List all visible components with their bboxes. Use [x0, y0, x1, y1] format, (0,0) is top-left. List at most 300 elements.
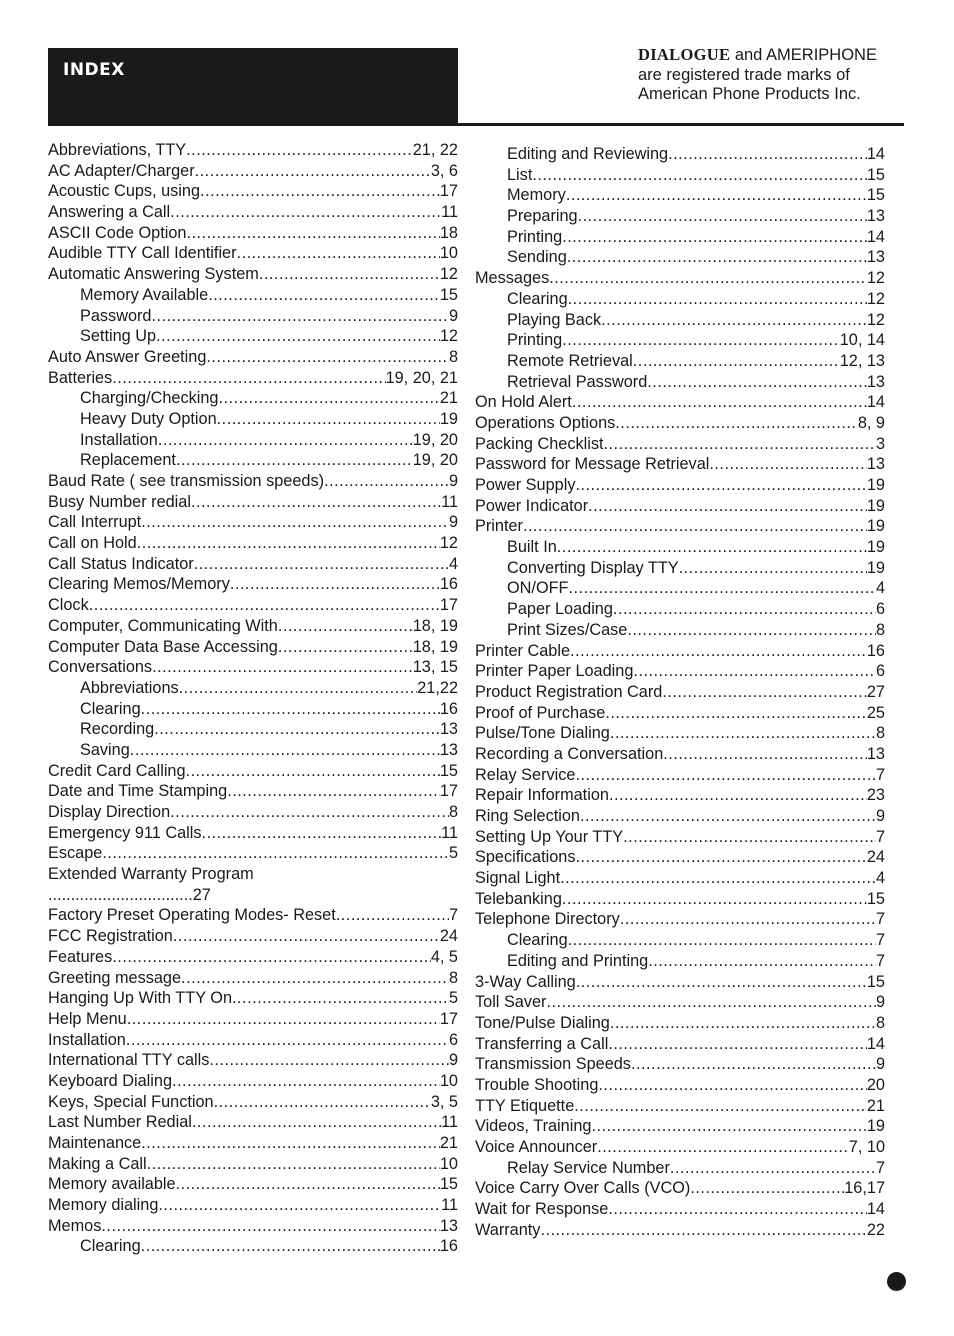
index-entry	[48, 471, 458, 492]
index-entry-term: Password for Message Retrieval	[475, 455, 710, 474]
dot-leader	[663, 744, 867, 765]
dot-leader	[227, 781, 440, 802]
index-entry-pages: 12	[439, 534, 458, 553]
dot-leader	[588, 496, 867, 517]
index-entry-term: Replacement	[80, 451, 176, 470]
index-entry-term: Maintenance	[48, 1134, 142, 1152]
index-entry	[475, 847, 885, 868]
dot-leader	[570, 641, 867, 662]
dot-leader	[126, 1030, 449, 1051]
index-entry	[48, 264, 458, 285]
index-entry-term: Packing Checklist	[475, 434, 604, 453]
index-entry	[475, 1178, 885, 1199]
index-entry-term: Voice Carry Over Calls (VCO)	[475, 1179, 691, 1198]
index-entry-term: Factory Preset Operating Modes- Reset	[48, 906, 336, 925]
index-entry-pages: 13	[439, 740, 458, 759]
dot-leader	[176, 450, 413, 471]
index-entry-pages: 19	[866, 1117, 885, 1136]
index-entry	[475, 1075, 885, 1096]
index-entry-term: Repair Information	[475, 786, 609, 805]
dot-leader	[130, 740, 440, 761]
dot-leader	[610, 1013, 876, 1034]
index-entry-term: Sending	[507, 248, 567, 267]
dot-leader	[633, 661, 876, 682]
index-entry-term: Memory dialing	[48, 1196, 159, 1215]
index-entry-term: Call Interrupt	[48, 513, 142, 532]
index-entry-term: Auto Answer Greeting	[48, 347, 207, 366]
index-entry-term: List	[507, 165, 533, 184]
index-entry	[48, 285, 458, 306]
index-entry-pages: 12	[866, 269, 885, 288]
index-entry-pages: 13	[866, 455, 885, 474]
index-entry-pages: 7	[875, 765, 885, 784]
index-entry-pages: 19	[866, 517, 885, 536]
index-entry-pages: 13	[439, 1216, 458, 1235]
dot-leader	[679, 558, 867, 579]
dot-leader	[615, 413, 858, 434]
index-entry-term: Printing	[507, 227, 563, 246]
index-entry-term: Clock	[48, 596, 89, 615]
index-entry-pages: 17	[439, 596, 458, 615]
index-entry-term: Ring Selection	[475, 807, 580, 825]
index-entry-term: Editing and Printing	[507, 951, 649, 970]
dot-leader	[576, 972, 867, 993]
index-entry-pages: 7	[448, 906, 458, 925]
index-entry-pages: 5	[448, 844, 458, 863]
dot-leader	[605, 703, 867, 724]
index-entry	[48, 1174, 458, 1195]
index-entry-pages: 16	[439, 575, 458, 594]
index-entry-pages: 7	[875, 827, 885, 846]
dot-leader	[648, 951, 876, 972]
index-entry-pages: 16	[439, 699, 458, 718]
index-entry-pages: 15	[866, 186, 885, 205]
dot-leader	[194, 554, 449, 575]
index-entry-pages: 19, 20, 21	[385, 368, 458, 387]
index-entry	[48, 885, 458, 906]
dot-leader	[336, 905, 449, 926]
dot-leader	[324, 471, 449, 492]
index-entry-term: Transmission Speeds	[475, 1055, 631, 1074]
index-entry	[475, 1054, 885, 1075]
index-entry	[475, 1137, 885, 1158]
index-entry	[475, 703, 885, 724]
trademark-notice	[638, 45, 928, 105]
dot-leader	[176, 1174, 440, 1195]
dot-leader	[613, 599, 876, 620]
index-entry-term: Clearing	[507, 931, 568, 950]
index-entry-term: Abbreviations	[80, 678, 179, 697]
index-entry	[48, 1009, 458, 1030]
index-entry-pages: 9	[448, 1051, 458, 1070]
index-entry	[48, 368, 458, 389]
index-entry-pages: 8	[875, 620, 885, 639]
index-entry	[48, 1216, 458, 1237]
index-entry-pages: 15	[439, 1175, 458, 1194]
index-entry-pages: 4	[875, 579, 885, 598]
index-entry-term: Call Status Indicator	[48, 554, 194, 573]
dot-leader	[278, 616, 413, 637]
index-entry	[48, 140, 458, 161]
index-entry-pages: 21,22	[417, 678, 458, 697]
index-entry	[48, 761, 458, 782]
index-entry-term: Transferring a Call	[475, 1034, 609, 1053]
index-entry-term: Clearing Memos/Memory	[48, 575, 230, 594]
index-entry	[48, 802, 458, 823]
index-entry-pages: 11	[441, 1196, 458, 1215]
index-entry	[48, 1195, 458, 1216]
index-entry	[48, 864, 458, 885]
index-entry-term: Power Indicator	[475, 496, 589, 515]
index-entry	[475, 268, 885, 289]
index-entry-term: Converting Display TTY	[507, 558, 679, 577]
index-entry-pages: 8, 9	[857, 413, 885, 432]
index-entry-pages: 13, 15	[412, 658, 458, 677]
index-entry-pages: 8	[448, 803, 458, 821]
dot-leader	[232, 988, 449, 1009]
index-entry-term: On Hold Alert	[475, 393, 572, 412]
index-entry-term: Print Sizes/Case	[507, 620, 628, 639]
dot-leader	[568, 930, 876, 951]
dot-leader	[147, 1154, 440, 1175]
dot-leader	[158, 1195, 441, 1216]
dot-leader	[709, 454, 867, 475]
dot-leader	[546, 992, 875, 1013]
index-entry	[475, 806, 885, 827]
dot-leader	[156, 326, 440, 347]
index-entry-term: Features	[48, 947, 113, 966]
index-entry-pages: 16	[439, 1237, 458, 1256]
index-entry	[475, 1199, 885, 1220]
index-entry	[475, 827, 885, 848]
index-entry	[48, 678, 458, 699]
dot-leader	[591, 1116, 866, 1137]
index-entry	[48, 430, 458, 451]
dot-leader	[575, 765, 875, 786]
index-entry	[475, 516, 885, 537]
index-entry	[475, 992, 885, 1013]
index-entry	[48, 326, 458, 347]
dot-leader	[601, 310, 867, 331]
index-entry-term: Emergency 911 Calls	[48, 823, 202, 842]
dot-leader	[209, 1050, 449, 1071]
index-entry-term: Audible TTY Call Identifier	[48, 244, 237, 263]
index-entry	[475, 682, 885, 703]
index-entry-term: Built In	[507, 538, 557, 557]
index-entry-pages: 12, 13	[839, 351, 885, 370]
index-entry-term: Installation	[80, 430, 158, 449]
index-entry-term: Memory Available	[80, 285, 209, 304]
index-entry-pages: 7	[875, 910, 885, 929]
index-entry-term: Recording	[80, 720, 155, 739]
dot-leader	[610, 723, 876, 744]
index-entry-pages: 15	[439, 761, 458, 780]
index-entry-pages: 17	[439, 782, 458, 801]
dot-leader	[623, 827, 876, 848]
index-entry-term: Preparing	[507, 207, 578, 226]
index-entry-term: Product Registration Card	[475, 682, 663, 701]
index-entry	[48, 1092, 458, 1113]
index-entry	[48, 843, 458, 864]
index-entry	[48, 1112, 458, 1133]
index-entry-pages: 14	[866, 145, 885, 163]
index-entry	[475, 1096, 885, 1117]
index-entry	[475, 744, 885, 765]
index-entry	[475, 227, 885, 248]
index-entry	[475, 185, 885, 206]
dot-leader	[191, 492, 441, 513]
index-entry-pages: 14	[866, 1034, 885, 1053]
dot-leader	[112, 368, 385, 389]
index-entry-pages: 8	[875, 1013, 885, 1032]
index-entry	[48, 161, 458, 182]
index-entry-term: Videos, Training	[475, 1117, 592, 1136]
dot-leader	[141, 512, 449, 533]
index-entry	[475, 434, 885, 455]
index-entry	[475, 165, 885, 186]
index-entry-pages: 3, 5	[430, 1092, 458, 1111]
dot-leader	[568, 289, 867, 310]
dot-leader	[127, 1009, 440, 1030]
index-entry-pages: 3	[875, 434, 885, 453]
dot-leader	[278, 637, 413, 658]
index-entry-term: Baud Rate ( see transmission speeds)	[48, 472, 325, 490]
index-entry-term: Setting Up Your TTY	[475, 827, 624, 846]
index-entry-pages: 14	[866, 227, 885, 246]
dot-leader	[186, 140, 413, 161]
index-entry	[48, 988, 458, 1009]
index-entry	[48, 223, 458, 244]
index-entry-term: Charging/Checking	[80, 389, 219, 408]
index-entry	[475, 1034, 885, 1055]
index-entry-term: Clearing	[80, 699, 141, 718]
dot-leader	[141, 1236, 440, 1257]
index-entry-pages: 6	[875, 662, 885, 681]
index-entry	[48, 968, 458, 989]
dot-leader	[575, 475, 866, 496]
index-entry-pages: 11	[441, 492, 458, 511]
dot-leader	[102, 843, 449, 864]
index-entry	[48, 823, 458, 844]
index-entry	[475, 454, 885, 475]
index-entry-term: Printer Paper Loading	[475, 662, 634, 681]
dot-leader	[172, 1071, 440, 1092]
dot-leader	[170, 802, 449, 823]
dot-leader	[560, 868, 876, 889]
index-entry-pages: 13	[866, 207, 885, 226]
dot-leader	[208, 285, 440, 306]
index-entry	[475, 475, 885, 496]
index-entry	[48, 637, 458, 658]
index-entry	[475, 537, 885, 558]
index-entry	[475, 972, 885, 993]
index-entry-term: Hanging Up With TTY On	[48, 989, 232, 1008]
index-entry-term: ASCII Code Option	[48, 223, 187, 242]
dot-leader	[170, 202, 441, 223]
index-entry-pages: 19, 20	[412, 451, 458, 470]
index-entry	[475, 951, 885, 972]
index-entry-pages: 15	[866, 165, 885, 184]
index-entry-term: Last Number Redial	[48, 1113, 192, 1132]
index-entry-term: Computer Data Base Accessing	[48, 637, 278, 656]
dot-leader	[574, 1096, 867, 1117]
index-entry	[475, 144, 885, 165]
dot-leader	[141, 1133, 440, 1154]
index-entry-term: ................................27	[48, 885, 211, 904]
index-entry	[475, 599, 885, 620]
index-entry-term: Pulse/Tone Dialing	[475, 724, 610, 743]
index-entry-term: Playing Back	[507, 310, 602, 329]
dot-leader	[179, 678, 418, 699]
index-entry-pages: 24	[439, 927, 458, 946]
index-entry-term: Warranty	[475, 1220, 541, 1239]
dot-leader	[186, 223, 439, 244]
index-entry-term: Installation	[48, 1030, 126, 1049]
dot-leader	[101, 1216, 439, 1237]
dot-leader	[631, 1054, 876, 1075]
index-entry-pages: 12	[866, 310, 885, 329]
index-entry	[48, 1133, 458, 1154]
index-entry-pages: 21	[439, 1134, 458, 1152]
index-entry-term: AC Adapter/Charger	[48, 161, 195, 180]
index-entry-pages: 19	[866, 538, 885, 557]
index-entry-term: Busy Number redial	[48, 492, 191, 511]
index-entry-term: Greeting message	[48, 968, 182, 987]
dot-leader	[523, 516, 867, 537]
index-entry-pages: 3, 6	[430, 161, 458, 180]
index-entry	[475, 1220, 885, 1241]
index-entry-pages: 18	[439, 223, 458, 242]
index-entry-pages: 8	[875, 724, 885, 743]
dot-leader	[668, 144, 867, 165]
index-entry-term: Date and Time Stamping	[48, 782, 228, 801]
index-entry-pages: 13	[866, 372, 885, 391]
dot-leader	[620, 909, 876, 930]
index-entry-pages: 16,17	[844, 1179, 885, 1198]
index-entry	[475, 1013, 885, 1034]
dot-leader	[608, 1034, 867, 1055]
index-entry-pages: 9	[875, 993, 885, 1012]
index-entry-pages: 12	[866, 289, 885, 308]
index-entry-pages: 9	[875, 807, 885, 825]
index-entry-pages: 16	[866, 641, 885, 660]
index-entry-pages: 25	[866, 703, 885, 722]
dot-leader	[647, 372, 867, 393]
index-entry-term: Memory	[507, 186, 566, 205]
index-entry-term: Automatic Answering System	[48, 265, 259, 284]
index-entry-pages: 11	[441, 823, 458, 842]
index-entry-pages: 6	[448, 1030, 458, 1049]
index-entry-term: Signal Light	[475, 869, 561, 888]
index-entry	[475, 930, 885, 951]
index-entry-term: Abbreviations, TTY	[48, 141, 187, 159]
index-entry-term: Keys, Special Function	[48, 1092, 214, 1111]
index-entry-pages: 7	[875, 951, 885, 970]
index-entry-term: Relay Service	[475, 765, 576, 784]
index-entry-term: Heavy Duty Option	[80, 409, 217, 428]
index-entry-term: Printer Cable	[475, 641, 571, 660]
index-entry	[475, 330, 885, 351]
dot-leader	[217, 409, 440, 430]
index-entry-pages: 12	[439, 327, 458, 346]
index-entry-term: Specifications	[475, 848, 576, 867]
index-entry	[48, 450, 458, 471]
index-entry-pages: 14	[866, 393, 885, 412]
dot-leader	[237, 243, 440, 264]
dot-leader	[609, 785, 867, 806]
index-entry-term: Trouble Shooting	[475, 1075, 599, 1094]
index-entry	[475, 1158, 885, 1179]
index-entry	[475, 206, 885, 227]
index-column-left	[48, 140, 458, 1257]
index-header-box	[48, 48, 458, 126]
index-entry-pages: 19, 20	[412, 430, 458, 449]
index-entry	[475, 496, 885, 517]
dot-leader	[152, 657, 413, 678]
index-entry-pages: 27	[866, 682, 885, 701]
index-entry	[48, 905, 458, 926]
index-entry	[475, 723, 885, 744]
index-entry-pages: 19	[866, 496, 885, 515]
index-entry-pages: 19	[439, 409, 458, 428]
index-entry	[48, 574, 458, 595]
index-column-right	[475, 144, 885, 1240]
index-entry-pages: 13	[439, 720, 458, 739]
index-entry-pages: 18, 19	[412, 616, 458, 635]
index-entry	[48, 202, 458, 223]
index-entry-term: Clearing	[80, 1237, 141, 1256]
dot-leader	[633, 351, 840, 372]
index-entry-term: Acoustic Cups, using	[48, 182, 201, 201]
dot-leader	[112, 947, 431, 968]
index-entry-pages: 21	[439, 389, 458, 408]
index-entry	[475, 372, 885, 393]
index-entry-pages: 10	[439, 1071, 458, 1090]
dot-leader	[557, 537, 867, 558]
index-entry	[475, 413, 885, 434]
index-entry	[475, 620, 885, 641]
index-entry	[475, 289, 885, 310]
index-entry-term: 3-Way Calling	[475, 972, 576, 991]
dot-leader	[259, 264, 440, 285]
index-entry	[48, 243, 458, 264]
index-entry-pages: 18, 19	[412, 637, 458, 656]
index-entry-term: Memos	[48, 1216, 102, 1235]
index-entry-term: Call on Hold	[48, 534, 137, 553]
dot-leader	[158, 430, 413, 451]
dot-leader	[670, 1158, 876, 1179]
index-entry-pages: 7	[875, 1158, 885, 1177]
index-entry	[48, 1236, 458, 1257]
dot-leader	[578, 206, 867, 227]
index-entry-pages: 14	[866, 1200, 885, 1219]
index-entry-term: Retrieval Password	[507, 372, 648, 391]
index-entry-pages: 13	[866, 248, 885, 267]
index-entry-pages: 4	[448, 554, 458, 573]
index-entry-pages: 4	[875, 869, 885, 888]
index-entry-pages: 17	[439, 182, 458, 201]
index-entry-pages: 11	[441, 203, 458, 222]
index-entry	[475, 641, 885, 662]
index-entry-pages: 15	[439, 285, 458, 304]
dot-leader	[597, 1137, 849, 1158]
index-entry	[48, 181, 458, 202]
index-entry-pages: 10	[439, 244, 458, 263]
dot-leader	[569, 578, 876, 599]
index-entry-term: Proof of Purchase	[475, 703, 606, 722]
index-entry	[48, 1050, 458, 1071]
index-entry	[48, 1071, 458, 1092]
